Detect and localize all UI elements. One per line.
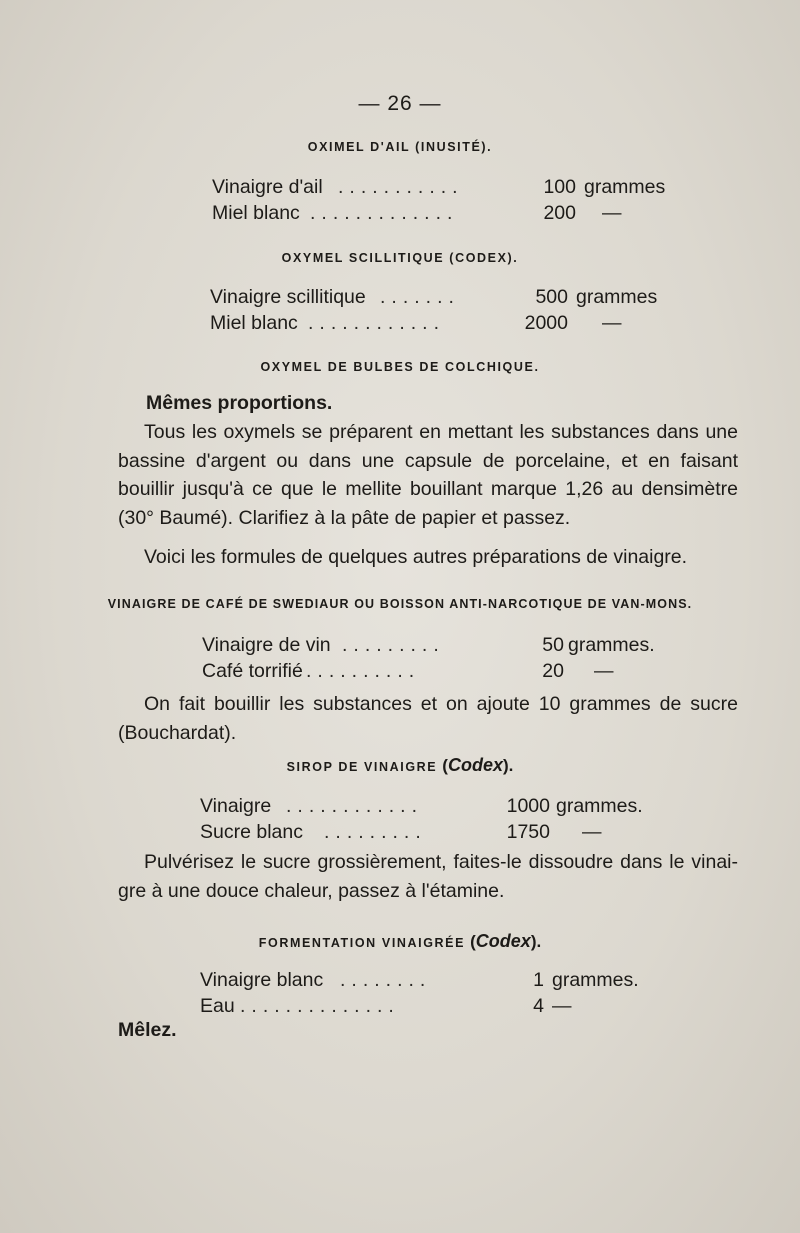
section-title-oximel-ail: OXIMEL D'AIL (INUSITÉ). (307, 140, 493, 154)
paragraph-line: (Bouchardat). (118, 721, 237, 744)
leader-dots: ......... (342, 634, 445, 656)
ingredient-name: Sucre blanc (200, 821, 303, 843)
ingredient-name: Vinaigre d'ail (212, 176, 323, 198)
recipe-row (210, 284, 658, 310)
ingredient-name: Vinaigre blanc (200, 969, 324, 991)
paragraph-line: (30° Baumé). Clarifiez à la pâte de papier et passez. (118, 506, 571, 529)
memes-proportions: Mêmes proportions. (146, 392, 333, 414)
section-title-vinaigre-cafe: VINAIGRE DE CAFÉ DE SWEDIAUR OU BOISSON ANTI-NARCOTIQUE DE VAN-MONS. (107, 597, 693, 611)
recipe-row (212, 200, 652, 226)
leader-dots: ............ (286, 795, 424, 817)
ingredient-name: Vinaigre de vin (202, 634, 331, 656)
ingredient-name: Eau (200, 995, 235, 1017)
section-title-text: FORMENTATION VINAIGRÉE (258, 936, 466, 950)
ingredient-name: Vinaigre (200, 795, 272, 817)
ingredient-unit: grammes (576, 286, 658, 308)
ingredient-qty: 1000 (506, 795, 550, 817)
section-title-text: SIROP DE VINAIGRE (286, 760, 438, 774)
leader-dots: ....... (380, 286, 460, 308)
ingredient-name: Café torrifié (202, 660, 303, 682)
ingredient-unit: grammes. (556, 795, 643, 817)
section-title-formentation: FORMENTATION VINAIGRÉE (Codex). (258, 931, 542, 951)
page-number: — 26 — (358, 92, 442, 115)
leader-dots: ............ (308, 312, 446, 334)
ingredient-unit: — (602, 312, 622, 334)
paragraph-line: gre à une douce chaleur, passez à l'étamine. (118, 879, 505, 902)
recipe-row (200, 793, 660, 819)
ingredient-qty: 1 (533, 969, 544, 991)
paragraph-line: On fait bouillir les substances et on ajoute 10 grammes de sucre (144, 693, 738, 715)
recipe-row (212, 174, 666, 200)
ingredient-unit: — (594, 660, 614, 682)
leader-dots: .............. (240, 995, 400, 1017)
recipe-row (202, 632, 662, 658)
paragraph-line: Pulvérisez le sucre grossièrement, faites-le dissoudre dans le vinai- (144, 851, 738, 873)
ingredient-unit: grammes. (552, 969, 639, 991)
paragraph-line: bassine d'argent ou dans une capsule de porcelaine, et en faisant (118, 449, 738, 472)
leader-dots: ............. (310, 202, 459, 224)
recipe-row (200, 993, 660, 1019)
paragraph-bouillir (118, 690, 738, 747)
section-title-italic: Codex (475, 931, 531, 951)
paragraph-oxymels (118, 418, 738, 532)
paragraph-line: Tous les oxymels se préparent en mettant les substances dans une (144, 421, 738, 443)
ingredient-qty: 20 (542, 660, 564, 682)
ingredient-unit: — (552, 995, 572, 1017)
ingredient-unit: — (582, 821, 602, 843)
ingredient-name: Vinaigre scillitique (210, 286, 366, 308)
ingredient-qty: 500 (535, 286, 568, 308)
section-title-sirop-vinaigre: SIROP DE VINAIGRE (Codex). (286, 755, 514, 775)
ingredient-unit: grammes. (568, 634, 655, 656)
ingredient-name: Miel blanc (210, 312, 298, 334)
section-title-oxymel-colchique: OXYMEL DE BULBES DE COLCHIQUE. (260, 360, 540, 374)
recipe-row (200, 819, 660, 845)
recipe-row (200, 967, 660, 993)
section-title-italic: Codex (447, 755, 503, 775)
ingredient-qty: 100 (543, 176, 576, 198)
ingredient-unit: grammes (584, 176, 666, 198)
ingredient-qty: 4 (533, 995, 544, 1017)
ingredient-name: Miel blanc (212, 202, 300, 224)
leader-dots: ......... (324, 821, 427, 843)
ingredient-qty: 2000 (524, 312, 568, 334)
section-title-oxymel-scillitique: OXYMEL SCILLITIQUE (CODEX). (281, 251, 519, 265)
recipe-row (210, 310, 655, 336)
voici-line: Voici les formules de quelques autres préparations de vinaigre. (144, 546, 688, 568)
paragraph-pulverisez (118, 848, 738, 905)
recipe-row (202, 658, 662, 684)
ingredient-qty: 200 (543, 202, 576, 224)
leader-dots: ........... (338, 176, 464, 198)
leader-dots: .......... (306, 660, 421, 682)
ingredient-unit: — (602, 202, 622, 224)
melez: Mêlez. (118, 1019, 177, 1041)
ingredient-qty: 1750 (506, 821, 550, 843)
ingredient-qty: 50 (542, 634, 564, 656)
leader-dots: ........ (340, 969, 432, 991)
paragraph-line: bouillir jusqu'à ce que le mellite bouillant marque 1,26 au densimètre (118, 478, 738, 500)
